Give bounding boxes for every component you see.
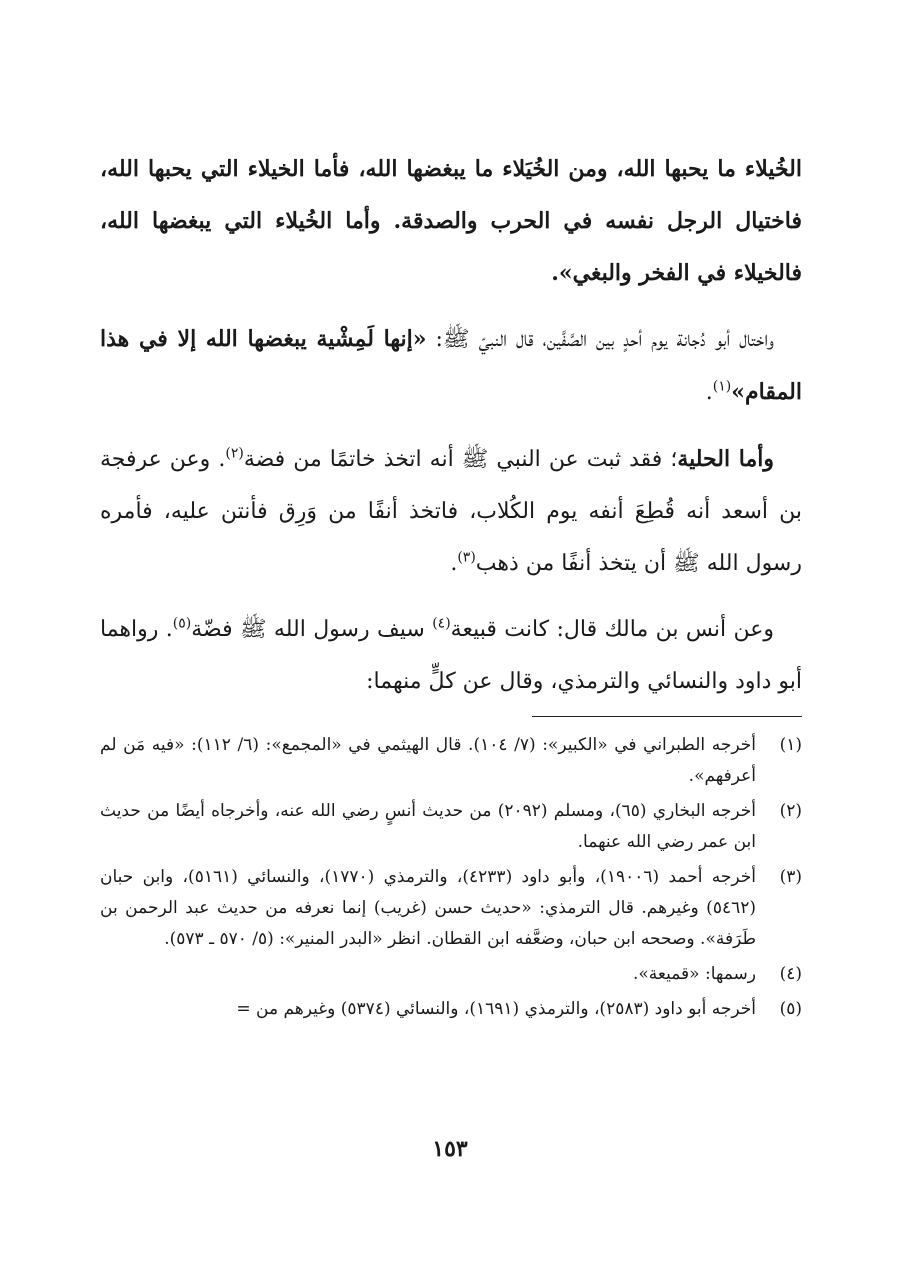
paragraph-2 [100, 313, 802, 419]
footnote-text: أخرجه البخاري (٦٥)، ومسلم (٢٠٩٢) من حديث أنسٍ رضي الله عنه، وأخرجاه أيضًا من حديث ابن عمر رضي الله عنهما. [100, 801, 756, 852]
paragraph-1: الخُيلاء ما يحبها الله، ومن الخُيَلاء ما يبغضها الله، فأما الخيلاء التي يحبها الله، فاختيال الرجل نفسه في الحرب والصدقة. وأما الخُيلاء التي يبغضها الله، فالخيلاء في الفخر والبغي». [100, 156, 802, 286]
footnote-number: (٤) [779, 964, 802, 984]
main-text [100, 143, 802, 722]
footnote-item [100, 959, 802, 990]
footnote-item [100, 730, 802, 792]
footnote-number: (٥) [779, 999, 802, 1019]
footnote-number: (٢) [779, 801, 802, 821]
footnote-divider [532, 716, 802, 717]
footnote-ref-4[interactable]: (٤) [432, 615, 451, 632]
footnote-ref-2[interactable]: (٢) [225, 445, 244, 462]
footnote-number: (١) [779, 735, 802, 755]
footnotes [100, 730, 802, 1029]
footnote-number: (٣) [779, 867, 802, 887]
footnote-ref-3[interactable]: (٣) [457, 549, 476, 566]
paragraph-4-text-a: وعن أنس بن مالك قال: كانت قبيعة [450, 617, 775, 642]
footnote-item [100, 862, 802, 955]
footnote-item [100, 994, 802, 1025]
period: . [705, 380, 713, 405]
footnote-text: أخرجه الطبراني في «الكبير»: (٧/ ١٠٤). قال الهيثمي في «المجمع»: (٦/ ١١٢): «فيه مَن لم أعرفهم». [100, 735, 756, 786]
paragraph-4 [100, 604, 802, 708]
footnote-item [100, 796, 802, 858]
paragraph-4-text-b: سيف رسول الله ﷺ فضّة [191, 617, 433, 642]
paragraph-3-text-b: . وعن عرفجة بن أسعد أنه قُطِعَ أنفه يوم الكُلاب، فاتخذ أنفًا من وَرِق فأنتن عليه، فأمره رسول الله ﷺ أن يتخذ أنفًا من ذهب [100, 447, 803, 576]
paragraph-3-text-a: ؛ فقد ثبت عن النبي ﷺ أنه اتخذ خاتمًا من فضة [243, 447, 678, 472]
paragraph-4-text-c: . رواهما أبو داود والنسائي والترمذي، وقال عن كلٍّ منهما: [100, 617, 802, 694]
paragraph-2-text: واختال أبو دُجانة يوم أحدٍ بين الصَّفَّين، قال النبيّ ﷺ: [426, 327, 774, 352]
section-heading-jewelry: وأما الحلية [677, 446, 774, 472]
footnote-ref-5[interactable]: (٥) [172, 615, 192, 632]
footnote-text: رسمها: «قميعة». [632, 964, 756, 984]
paragraph-3 [100, 433, 802, 590]
footnote-ref-1[interactable]: (١) [712, 378, 732, 395]
page-number: ١٥٣ [432, 1136, 468, 1162]
period: . [450, 551, 458, 576]
hadith-quote: «إنها لَمِشْية يبغضها الله إلا في هذا المقام» [100, 326, 802, 405]
footnote-text: أخرجه أبو داود (٢٥٨٣)، والترمذي (١٦٩١)، والنسائي (٥٣٧٤) وغيرهم من = [236, 999, 756, 1019]
footnote-text: أخرجه أحمد (١٩٠٠٦)، وأبو داود (٤٢٣٣)، والترمذي (١٧٧٠)، والنسائي (٥١٦١)، وابن حبان (٥٤٦٢) وغيرهم. قال الترمذي: «حديث حسن (غريب) إنما نعرفه من حديث عبد الرحمن بن طَرَفة». وصححه ابن حبان، وضعَّفه ابن القطان. انظر «البدر المنير»: (٥/ ٥٧٠ ـ ٥٧٣). [100, 867, 756, 949]
